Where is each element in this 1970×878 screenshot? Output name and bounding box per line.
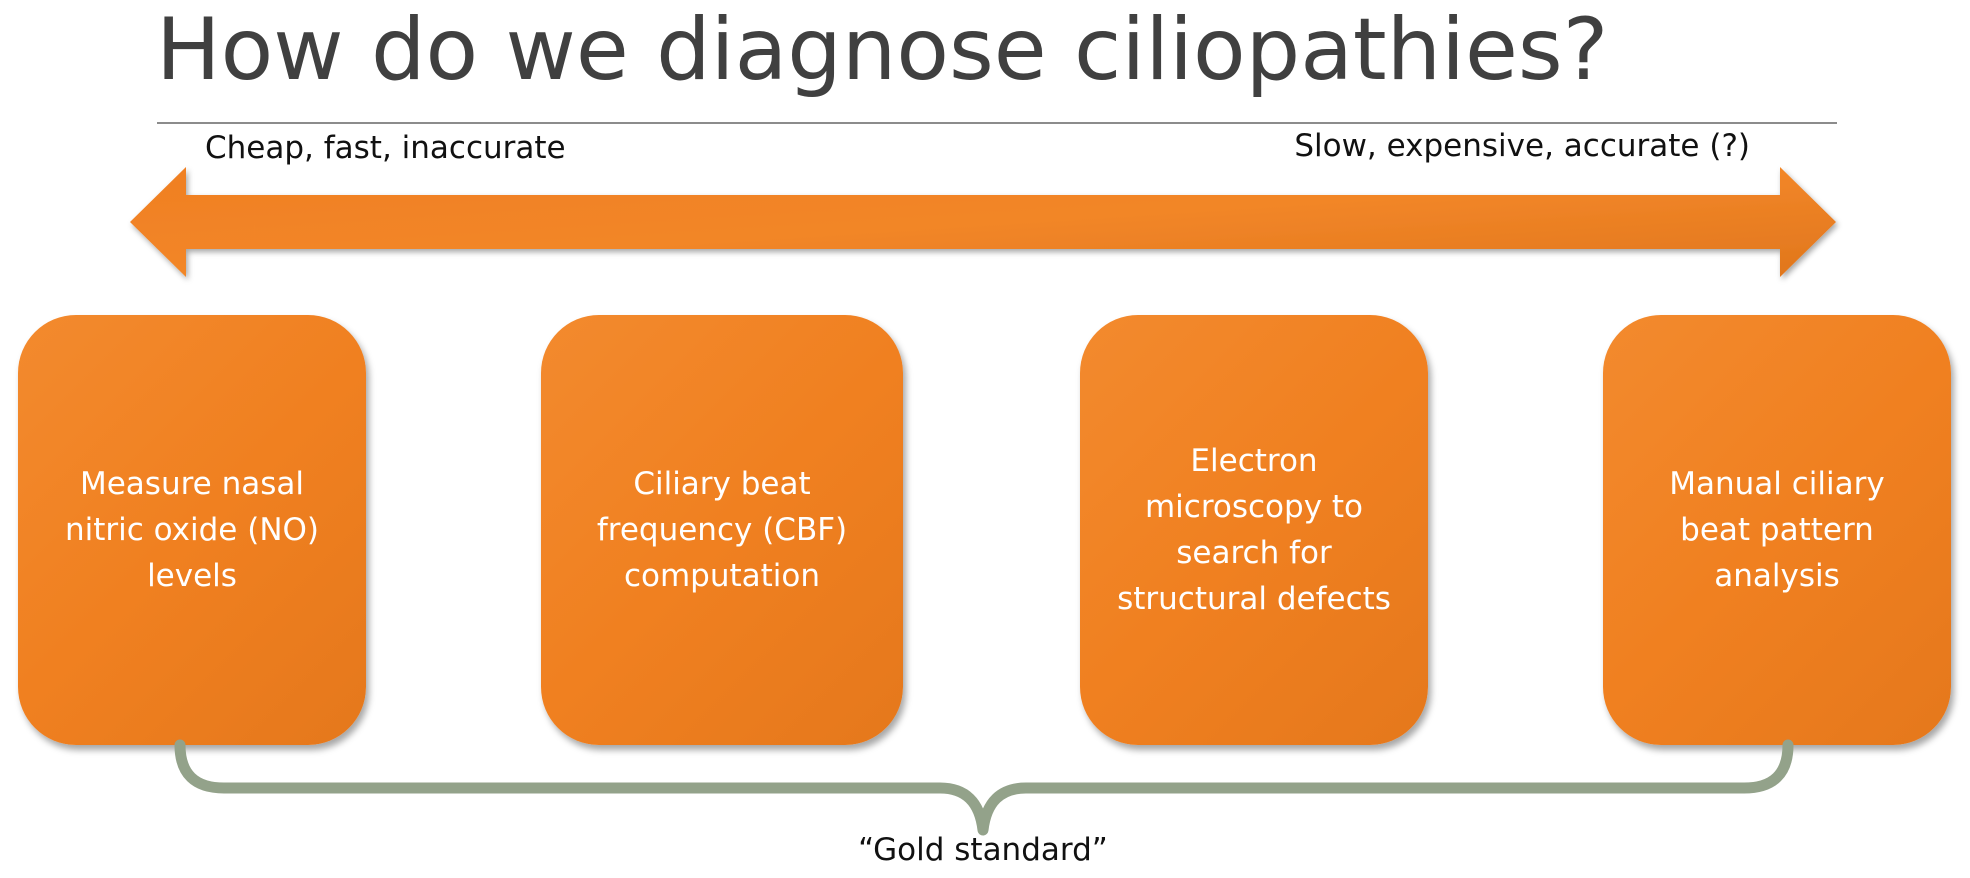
method-line: levels: [147, 558, 237, 594]
method-line: Manual ciliary: [1669, 466, 1885, 502]
axis-label-right: Slow, expensive, accurate (?): [1294, 128, 1750, 164]
method-line: Ciliary beat: [633, 466, 811, 502]
method-line: beat pattern: [1680, 512, 1874, 548]
method-line: microscopy to: [1144, 489, 1364, 525]
method-line: Measure nasal: [79, 466, 304, 502]
method-line: Electron: [1190, 443, 1318, 479]
gold-standard-label: [0, 832, 1970, 868]
slide-title: How do we diagnose ciliopathies?: [156, 0, 1609, 100]
method-line: analysis: [1714, 558, 1840, 594]
method-line: frequency (CBF): [596, 512, 848, 548]
curly-brace-shape: [180, 745, 1788, 830]
method-line: search for: [1176, 535, 1332, 571]
method-line: computation: [623, 558, 821, 594]
axis-label-left: Cheap, fast, inaccurate: [205, 130, 566, 166]
gold-standard-text: “Gold standard”: [858, 832, 1108, 868]
method-line: nitric oxide (NO): [64, 512, 320, 548]
method-line: structural defects: [1117, 581, 1391, 617]
